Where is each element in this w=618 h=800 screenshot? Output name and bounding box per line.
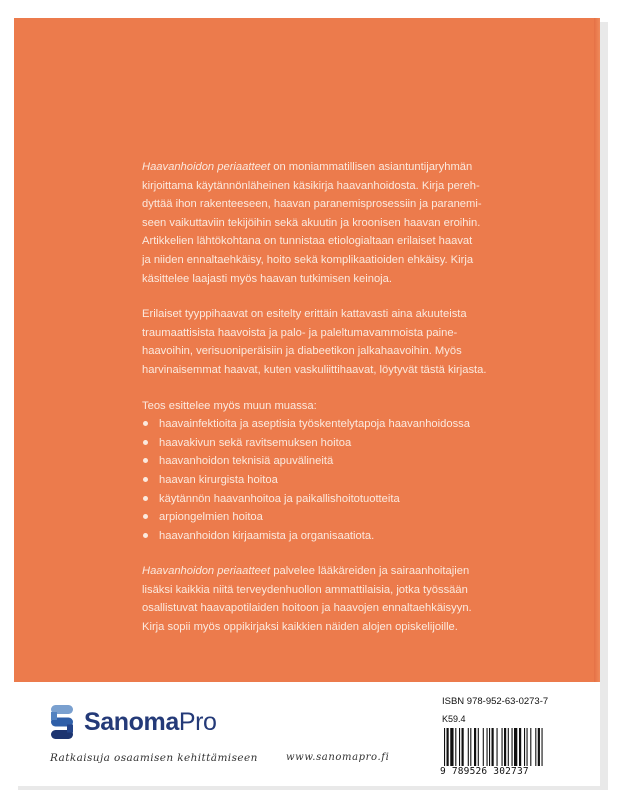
types-paragraph xyxy=(142,305,510,379)
types-line: haavoihin, verisuoniperäisiin ja diabeetikon jalkahaavoihin. Myös xyxy=(142,345,462,358)
intro-line: Artikkelien lähtökohtana on tunnistaa etiologialtaan erilaiset haavat xyxy=(142,235,473,248)
intro-line: käsittelee laajasti myös haavan tutkimisen keinoja. xyxy=(142,272,392,285)
logo-wordmark-bold: Sanoma xyxy=(84,707,179,736)
closing-line: Kirja sopii myös oppikirjaksi kaikkien näiden alojen opiskelijoille. xyxy=(142,621,458,634)
tagline: Ratkaisuja osaamisen kehittämiseen xyxy=(50,752,258,764)
closing-line-rest: palvelee lääkäreiden ja sairaanhoitajien xyxy=(270,565,470,578)
spine-edge xyxy=(594,18,600,786)
closing-line xyxy=(142,562,510,581)
topic-list-item: arpiongelmien hoitoa xyxy=(142,508,510,527)
isbn: ISBN 978-952-63-0273-7 xyxy=(442,696,549,707)
topic-list-item: käytännön haavanhoitoa ja paikallishoitotuotteita xyxy=(142,490,510,509)
closing-line: osallistuvat haavapotilaiden hoitoon ja haavojen ennaltaehkäisyyn. xyxy=(142,602,472,615)
back-cover xyxy=(14,18,600,786)
intro-line: kirjoittama käytännönläheinen käsikirja haavanhoidosta. Kirja pereh- xyxy=(142,179,480,192)
closing-paragraph xyxy=(142,562,510,636)
sanomapro-s-logo-icon xyxy=(48,703,76,741)
cover-text xyxy=(142,158,510,654)
website-url: www.sanomapro.fi xyxy=(286,752,390,763)
topic-list xyxy=(142,415,510,545)
book-title-italic: Haavanhoidon periaatteet xyxy=(142,565,271,578)
class-code: K59.4 xyxy=(442,714,466,724)
logo-wordmark-light: Pro xyxy=(178,707,217,736)
topic-list-item: haavanhoidon kirjaamista ja organisaatiota. xyxy=(142,527,510,546)
topic-list-item: haavakivun sekä ravitsemuksen hoitoa xyxy=(142,434,510,453)
list-intro: Teos esittelee myös muun muassa: xyxy=(142,399,317,412)
intro-line-rest: on moniammatillisen asiantuntijaryhmän xyxy=(270,161,473,173)
types-line: harvinaisemmat haavat, kuten vaskuliittihaavat, löytyvät tästä kirjasta. xyxy=(142,363,487,376)
publisher-logo xyxy=(48,702,217,742)
intro-paragraph xyxy=(142,158,510,288)
intro-line: ja niiden ennaltaehkäisy, hoito sekä komplikaatioiden ehkäisy. Kirja xyxy=(142,253,474,266)
intro-line: seen vaikuttaviin tekijöihin sekä akuutin ja kroonisen haavan eroihin. xyxy=(142,216,481,229)
intro-line xyxy=(142,158,510,177)
types-line: Erilaiset tyyppihaavat on esitelty erittäin kattavasti aina akuuteista xyxy=(142,308,467,321)
intro-line: dyttää ihon rakenteeseen, haavan paranemisprosessiin ja paranemi- xyxy=(142,198,482,211)
isbn-barcode xyxy=(442,728,588,766)
topic-list-item: haavan kirurgista hoitoa xyxy=(142,471,510,490)
topic-list-item: haavanhoidon teknisiä apuvälineitä xyxy=(142,452,510,471)
logo-wordmark xyxy=(84,708,217,737)
closing-line: lisäksi kaikkia niitä terveydenhuollon ammattilaisia, jotka työssään xyxy=(142,583,468,596)
barcode-number: 9 789526 302737 xyxy=(440,766,529,777)
topic-list-item: haavainfektioita ja aseptisia työskentelytapoja haavanhoidossa xyxy=(142,415,510,434)
types-line: traumaattisista haavoista ja palo- ja paleltumavammoista paine- xyxy=(142,326,458,339)
book-title-italic: Haavanhoidon periaatteet xyxy=(142,161,271,173)
publisher-footer xyxy=(14,682,600,786)
